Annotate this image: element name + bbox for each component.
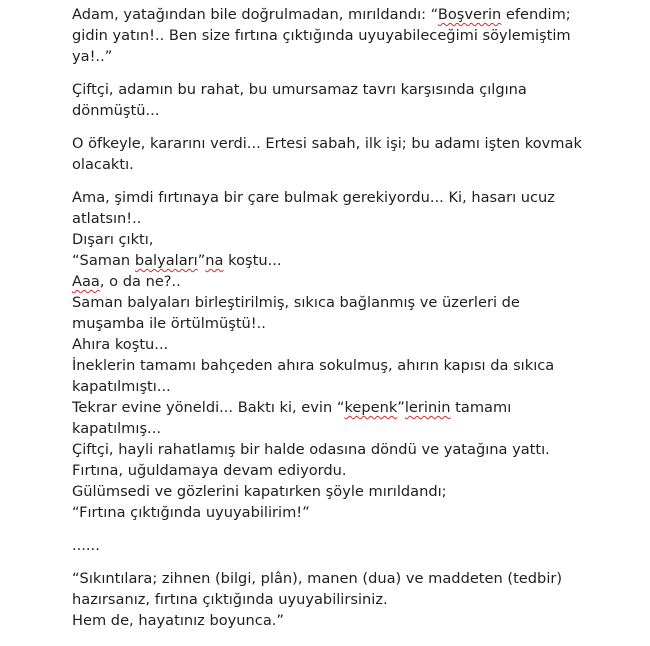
text-line: Çiftçi, hayli rahatlamış bir halde odasına döndü ve yatağına yattı.: [72, 441, 550, 458]
text-run: , o da ne?..: [99, 273, 181, 290]
text-line: Çiftçi, adamın bu rahat, bu umursamaz tavrı karşısında çılgına: [72, 81, 527, 98]
separator-dots: ......: [72, 537, 100, 554]
text-line: “Fırtına çıktığında uyuyabilirim!”: [72, 504, 310, 521]
text-line: hazırsanız, fırtına çıktığında uyuyabilirsiniz.: [72, 591, 388, 608]
text-line: [72, 397, 632, 418]
text-line: Ama, şimdi fırtınaya bir çare bulmak gerekiyordu... Ki, hasarı ucuz: [72, 189, 555, 206]
text-line: Ahıra koştu...: [72, 336, 169, 353]
text-line: ya!..”: [72, 48, 113, 65]
text-run: efendim;: [501, 6, 571, 23]
misspelled-word[interactable]: balyaları: [134, 252, 198, 269]
text-line: olacaktı.: [72, 156, 134, 173]
misspelled-word[interactable]: Aaa: [72, 273, 100, 290]
text-line: [72, 4, 632, 25]
paragraph-3: [72, 133, 632, 175]
misspelled-word[interactable]: lerinin: [404, 399, 451, 416]
text-line: kapatılmış...: [72, 420, 161, 437]
text-run: tamamı: [450, 399, 512, 416]
text-run: Adam, yatağından bile doğrulmadan, mırıldandı: “: [72, 6, 438, 23]
text-line: Dışarı çıktı,: [72, 231, 154, 248]
misspelled-word[interactable]: Boşverin: [437, 6, 502, 23]
paragraph-5: [72, 568, 632, 631]
text-line: [72, 271, 632, 292]
paragraph-2: [72, 79, 632, 121]
paragraph-4: [72, 187, 632, 523]
text-run: “Saman: [72, 252, 135, 269]
text-line: Hem de, hayatınız boyunca.”: [72, 612, 284, 629]
text-run: koştu...: [223, 252, 282, 269]
text-line: [72, 250, 632, 271]
text-line: İneklerin tamamı bahçeden ahıra sokulmuş, ahırın kapısı da sıkıca: [72, 357, 555, 374]
text-run: ”: [197, 252, 206, 269]
text-line: dönmüştü...: [72, 102, 160, 119]
text-line: Saman balyaları birleştirilmiş, sıkıca bağlanmış ve üzerleri de: [72, 294, 520, 311]
misspelled-word[interactable]: na: [205, 252, 224, 269]
text-line: muşamba ile örtülmüştü!..: [72, 315, 266, 332]
misspelled-word[interactable]: kepenk: [344, 399, 398, 416]
text-line: atlatsın!..: [72, 210, 142, 227]
text-line: Gülümsedi ve gözlerini kapatırken şöyle mırıldandı;: [72, 483, 447, 500]
text-line: kapatılmıştı...: [72, 378, 171, 395]
text-run: Tekrar evine yöneldi... Baktı ki, evin “: [72, 399, 345, 416]
text-line: “Sıkıntılara; zihnen (bilgi, plân), manen (dua) ve maddeten (tedbir): [72, 570, 563, 587]
text-line: Fırtına, uğuldamaya devam ediyordu.: [72, 462, 347, 479]
document-body: [72, 4, 632, 643]
text-line: O öfkeyle, kararını verdi... Ertesi sabah, ilk işi; bu adamı işten kovmak: [72, 135, 582, 152]
text-run: ”: [397, 399, 405, 416]
text-line: gidin yatın!.. Ben size fırtına çıktığında uyuyabileceğimi söylemiştim: [72, 27, 571, 44]
separator: [72, 535, 632, 556]
paragraph-1: [72, 4, 632, 67]
